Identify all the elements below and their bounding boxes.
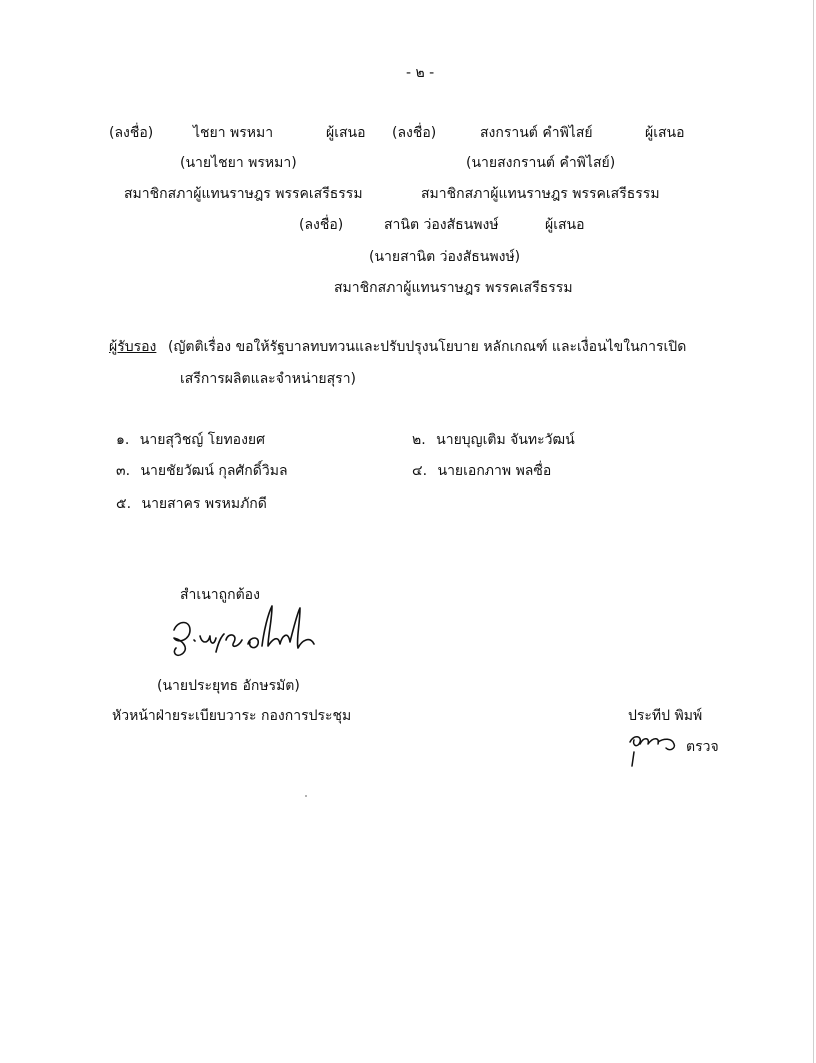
certified-copy-label: สำเนาถูกต้อง bbox=[180, 587, 260, 603]
motion-title-line1: (ญัตติเรื่อง ขอให้รัฐบาลทบทวนและปรับปรุงนโยบาย หลักเกณฑ์ และเงื่อนไขในการเปิด bbox=[168, 339, 687, 355]
handwritten-signature bbox=[168, 600, 328, 662]
proposer-fullname-left: (นายไชยา พรหมา) bbox=[180, 155, 297, 171]
list-item bbox=[116, 495, 267, 513]
page-speck bbox=[305, 795, 307, 797]
sign-prefix-left: (ลงชื่อ) bbox=[109, 125, 154, 141]
endorsers-heading: ผู้รับรอง bbox=[109, 339, 157, 355]
certifier-title: หัวหน้าฝ่ายระเบียบวาระ กองการประชุม bbox=[112, 708, 352, 724]
proposer-name-right: สงกรานต์ คำพิไสย์ bbox=[480, 125, 593, 141]
list-item bbox=[116, 431, 265, 449]
proposer-name-left: ไชยา พรหมา bbox=[193, 125, 274, 141]
proposer-name-center: สานิต ว่องสัธนพงษ์ bbox=[384, 217, 499, 233]
proposer-role-center: ผู้เสนอ bbox=[545, 217, 585, 233]
sign-prefix-center: (ลงชื่อ) bbox=[299, 217, 344, 233]
item-name: นายสุวิชญ์ โยทองยศ bbox=[139, 432, 266, 448]
proposer-position-left: สมาชิกสภาผู้แทนราษฎร พรรคเสรีธรรม bbox=[124, 186, 363, 202]
checker-initials bbox=[626, 728, 684, 770]
page-number: - ๒ - bbox=[406, 65, 435, 81]
page-edge-line bbox=[813, 0, 814, 1063]
proposer-position-center: สมาชิกสภาผู้แทนราษฎร พรรคเสรีธรรม bbox=[334, 280, 573, 296]
item-name: นายบุญเติม จันทะวัฒน์ bbox=[436, 432, 575, 448]
motion-title-line2: เสรีการผลิตและจำหน่ายสุรา) bbox=[180, 371, 357, 387]
proposer-position-right: สมาชิกสภาผู้แทนราษฎร พรรคเสรีธรรม bbox=[421, 186, 660, 202]
list-item bbox=[412, 431, 575, 449]
list-item bbox=[412, 462, 551, 480]
list-item bbox=[116, 462, 288, 480]
item-name: นายชัยวัฒน์ กุลศักดิ์วิมล bbox=[140, 463, 288, 479]
proposer-fullname-right: (นายสงกรานต์ คำพิไสย์) bbox=[466, 155, 616, 171]
item-name: นายเอกภาพ พลซื่อ bbox=[437, 463, 552, 479]
item-number: ๑. bbox=[116, 432, 130, 448]
typed-by: ประทีป พิมพ์ bbox=[628, 708, 703, 724]
item-number: ๕. bbox=[116, 496, 132, 512]
item-name: นายสาคร พรหมภักดี bbox=[141, 496, 267, 512]
proposer-role-left: ผู้เสนอ bbox=[326, 125, 366, 141]
item-number: ๔. bbox=[412, 463, 428, 479]
item-number: ๓. bbox=[116, 463, 131, 479]
checked-label: ตรวจ bbox=[686, 739, 719, 755]
proposer-fullname-center: (นายสานิต ว่องสัธนพงษ์) bbox=[369, 249, 521, 265]
certifier-name: (นายประยุทธ อักษรมัต) bbox=[157, 678, 300, 694]
proposer-role-right: ผู้เสนอ bbox=[645, 125, 685, 141]
item-number: ๒. bbox=[412, 432, 426, 448]
sign-prefix-right: (ลงชื่อ) bbox=[392, 125, 437, 141]
